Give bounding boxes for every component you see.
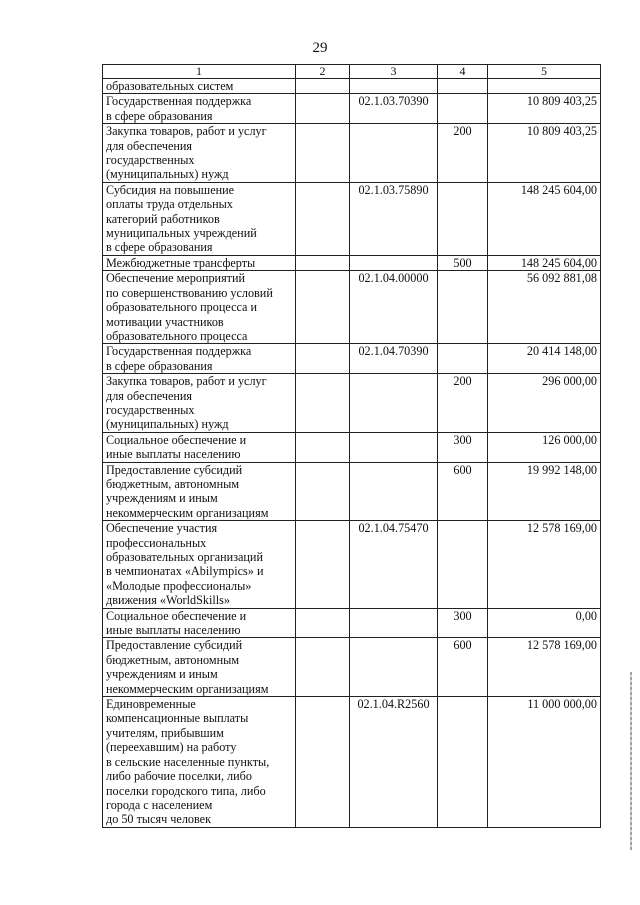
row-amount-cell: 20 414 148,00 [488, 344, 601, 374]
row-type-cell [438, 521, 488, 608]
row-type-cell: 500 [438, 255, 488, 270]
row-name-cell: Обеспечение мероприятий по совершенствованию условий образовательного процесса и мотивации участников образовательного процесса [103, 271, 296, 344]
column-header-1: 1 [103, 65, 296, 79]
row-blank-cell [296, 271, 350, 344]
table-row [103, 608, 601, 638]
table-row [103, 638, 601, 697]
row-blank-cell [296, 79, 350, 94]
row-type-cell: 200 [438, 124, 488, 183]
row-amount-cell: 10 809 403,25 [488, 94, 601, 124]
row-amount-cell: 11 000 000,00 [488, 697, 601, 828]
row-type-cell [438, 344, 488, 374]
row-name-cell: Межбюджетные трансферты [103, 255, 296, 270]
column-header-4: 4 [438, 65, 488, 79]
row-amount-cell: 56 092 881,08 [488, 271, 601, 344]
table-row [103, 255, 601, 270]
table-row [103, 432, 601, 462]
row-code-cell [350, 462, 438, 521]
row-type-cell [438, 271, 488, 344]
row-name-cell: Единовременные компенсационные выплаты учителям, прибывшим (переехавшим) на работу в сельские населенные пункты, либо рабочие поселки, либо поселки городского типа, либо города с населением до 50 тысяч человек [103, 697, 296, 828]
table-row [103, 94, 601, 124]
row-blank-cell [296, 638, 350, 697]
row-blank-cell [296, 697, 350, 828]
row-code-cell [350, 608, 438, 638]
row-type-cell: 300 [438, 432, 488, 462]
page-number: 29 [312, 40, 328, 56]
table-row [103, 521, 601, 608]
row-code-cell [350, 79, 438, 94]
column-number-row [103, 65, 601, 79]
row-code-cell: 02.1.03.70390 [350, 94, 438, 124]
row-type-cell [438, 94, 488, 124]
row-code-cell: 02.1.04.R2560 [350, 697, 438, 828]
scan-edge-artifact [630, 672, 632, 850]
row-type-cell [438, 697, 488, 828]
row-name-cell: Субсидия на повышение оплаты труда отдельных категорий работников муниципальных учреждений в сфере образования [103, 182, 296, 255]
row-code-cell: 02.1.04.75470 [350, 521, 438, 608]
row-blank-cell [296, 374, 350, 433]
table-row [103, 271, 601, 344]
row-type-cell: 600 [438, 638, 488, 697]
row-amount-cell: 12 578 169,00 [488, 638, 601, 697]
row-amount-cell: 0,00 [488, 608, 601, 638]
row-amount-cell: 296 000,00 [488, 374, 601, 433]
row-type-cell: 600 [438, 462, 488, 521]
table-row [103, 462, 601, 521]
column-header-2: 2 [296, 65, 350, 79]
budget-table [102, 64, 601, 828]
row-amount-cell: 126 000,00 [488, 432, 601, 462]
column-header-5: 5 [488, 65, 601, 79]
row-blank-cell [296, 344, 350, 374]
row-blank-cell [296, 608, 350, 638]
row-blank-cell [296, 124, 350, 183]
row-blank-cell [296, 521, 350, 608]
row-code-cell [350, 374, 438, 433]
row-blank-cell [296, 94, 350, 124]
row-type-cell [438, 182, 488, 255]
row-name-cell: Закупка товаров, работ и услуг для обеспечения государственных (муниципальных) нужд [103, 124, 296, 183]
column-header-3: 3 [350, 65, 438, 79]
table-row [103, 79, 601, 94]
table-row [103, 124, 601, 183]
row-amount-cell: 10 809 403,25 [488, 124, 601, 183]
row-code-cell [350, 124, 438, 183]
row-code-cell: 02.1.04.70390 [350, 344, 438, 374]
row-blank-cell [296, 432, 350, 462]
row-code-cell: 02.1.04.00000 [350, 271, 438, 344]
row-code-cell: 02.1.03.75890 [350, 182, 438, 255]
row-amount-cell: 148 245 604,00 [488, 182, 601, 255]
row-code-cell [350, 432, 438, 462]
row-name-cell: образовательных систем [103, 79, 296, 94]
table-row [103, 374, 601, 433]
table-row [103, 697, 601, 828]
row-blank-cell [296, 462, 350, 521]
row-blank-cell [296, 182, 350, 255]
row-name-cell: Социальное обеспечение и иные выплаты населению [103, 432, 296, 462]
row-name-cell: Предоставление субсидий бюджетным, автономным учреждениям и иным некоммерческим организациям [103, 638, 296, 697]
table-row [103, 182, 601, 255]
row-amount-cell: 19 992 148,00 [488, 462, 601, 521]
row-type-cell: 200 [438, 374, 488, 433]
row-amount-cell [488, 79, 601, 94]
row-amount-cell: 12 578 169,00 [488, 521, 601, 608]
row-name-cell: Государственная поддержка в сфере образования [103, 344, 296, 374]
table-row [103, 344, 601, 374]
row-code-cell [350, 638, 438, 697]
row-name-cell: Закупка товаров, работ и услуг для обеспечения государственных (муниципальных) нужд [103, 374, 296, 433]
row-blank-cell [296, 255, 350, 270]
row-name-cell: Обеспечение участия профессиональных образовательных организаций в чемпионатах «Abilympics» и «Молодые профессионалы» движения «WorldSkills» [103, 521, 296, 608]
row-name-cell: Государственная поддержка в сфере образования [103, 94, 296, 124]
row-code-cell [350, 255, 438, 270]
row-type-cell [438, 79, 488, 94]
row-name-cell: Социальное обеспечение и иные выплаты населению [103, 608, 296, 638]
row-type-cell: 300 [438, 608, 488, 638]
row-amount-cell: 148 245 604,00 [488, 255, 601, 270]
row-name-cell: Предоставление субсидий бюджетным, автономным учреждениям и иным некоммерческим организациям [103, 462, 296, 521]
